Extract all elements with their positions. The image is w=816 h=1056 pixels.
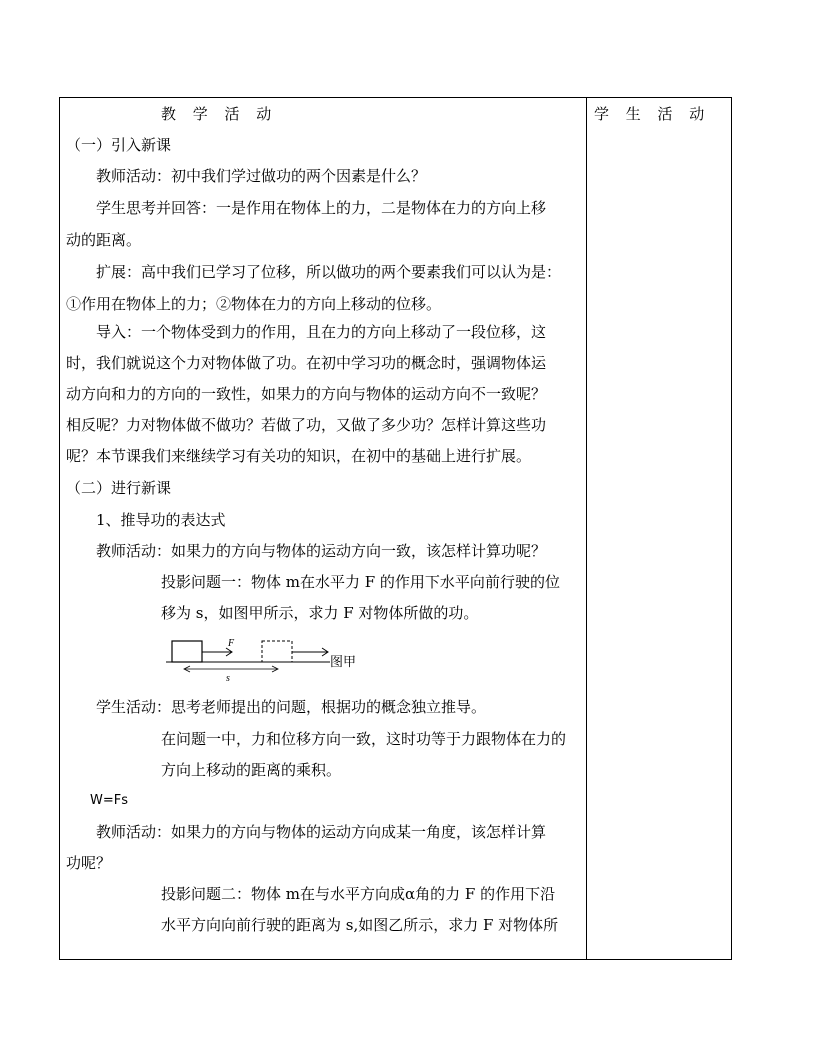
block-start [172, 641, 202, 662]
column-divider [586, 97, 587, 960]
lead-line1: 导入：一个物体受到力的作用，且在力的方向上移动了一段位移，这 [96, 323, 547, 341]
expand-line1: 扩展：高中我们已学习了位移，所以做功的两个要素我们可以认为是： [96, 263, 562, 281]
q1-answer-line1: 在问题一中，力和位移方向一致，这时功等于力跟物体在力的 [161, 730, 567, 748]
teacher-question-2: 教师活动：如果力的方向与物体的运动方向一致，该怎样计算功呢？ [96, 542, 547, 560]
left-column-header: 教 学 活 动 [161, 105, 278, 123]
intro-section-title: （一）引入新课 [66, 136, 172, 154]
q1-answer-line2: 方向上移动的距离的乘积。 [161, 761, 342, 779]
distance-label: s [226, 673, 230, 684]
projection-1-line2: 移为 s，如图甲所示，求力 F 对物体所做的功。 [161, 604, 479, 622]
force-label: F [228, 638, 235, 649]
teacher-question-3-line2: 功呢？ [66, 854, 112, 872]
expand-line2: ①作用在物体上的力；②物体在力的方向上移动的位移。 [66, 295, 442, 313]
lead-line4: 相反呢？力对物体做不做功？若做了功，又做了多少功？怎样计算这些功 [66, 416, 547, 434]
new-section-title: （二）进行新课 [66, 479, 172, 497]
block-end [262, 641, 292, 662]
work-formula: W=Fs [90, 793, 128, 808]
figure-jia-diagram [160, 632, 380, 684]
figure-caption: 图甲 [330, 655, 357, 670]
teacher-question-3-line1: 教师活动：如果力的方向与物体的运动方向成某一角度，该怎样计算 [96, 823, 547, 841]
student-answer-1-line2: 动的距离。 [66, 231, 142, 249]
lead-line3: 动方向和力的方向的一致性，如果力的方向与物体的运动方向不一致呢？ [66, 385, 547, 403]
projection-2-line1: 投影问题二：物体 m在与水平方向成α角的力 F 的作用下沿 [161, 885, 556, 903]
right-column-header: 学 生 活 动 [594, 105, 711, 123]
teacher-question-1: 教师活动：初中我们学过做功的两个因素是什么？ [96, 167, 427, 185]
subsection-1-title: 1、推导功的表达式 [96, 511, 226, 529]
projection-1-line1: 投影问题一：物体 m在水平力 F 的作用下水平向前行驶的位 [161, 573, 560, 591]
projection-2-line2: 水平方向向前行驶的距离为 s,如图乙所示，求力 F 对物体所 [161, 916, 559, 934]
lead-line5: 呢？本节课我们来继续学习有关功的知识，在初中的基础上进行扩展。 [66, 447, 532, 465]
lead-line2: 时，我们就说这个力对物体做了功。在初中学习功的概念时，强调物体运 [66, 354, 547, 372]
student-answer-1-line1: 学生思考并回答：一是作用在物体上的力，二是物体在力的方向上移 [96, 199, 547, 217]
student-answer-2: 学生活动：思考老师提出的问题，根据功的概念独立推导。 [96, 698, 487, 716]
